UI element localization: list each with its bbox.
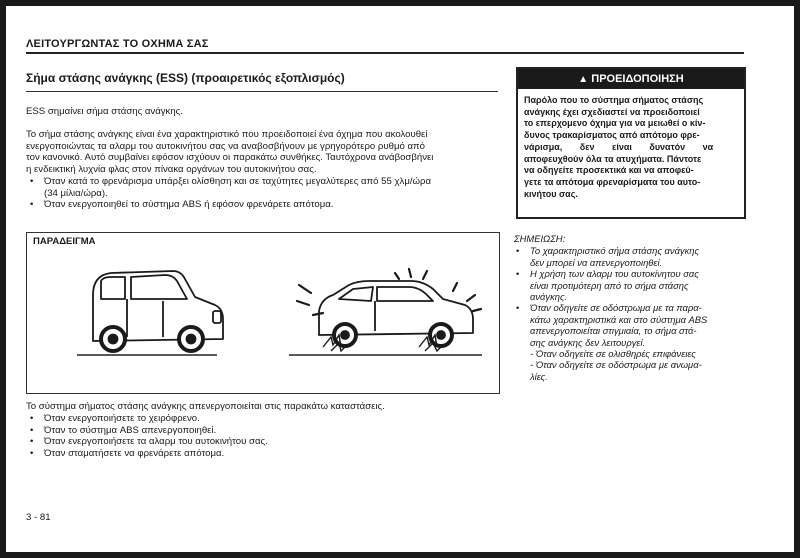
list-item: • Όταν ενεργοποιήσετε τα αλαρμ του αυτοκινήτου σας. [26,436,502,448]
deactivate-list [26,413,502,459]
conditions-list [26,176,502,211]
note-sub-item: - Όταν οδηγείτε σε ολισθηρές επιφάνειες [530,348,696,360]
note-list [514,245,746,348]
warning-body: Παρόλο που το σύστημα σήματος στάσης ανάγκης έχει σχεδιαστεί να προειδοποιεί το επερχομενο όχημα για να μειωθεί ο κίν- δυνος τρακαρίσματος από απότομο φρε- νάρισμα, δεν είναι δυνατόν να αποφευχθούν όλα τα ατυχήματα. Πάντοτε να οδηγείτε προσεκτικά και να αποφεύ- γετε τα απότομα φρεναρίσματα του αυτο- κινήτου σας. [524,95,714,199]
list-item: • Όταν το σύστημα ABS απενεργοποιηθεί. [26,425,502,437]
description-line: η ενδεικτική λυχνία φλας στον πίνακα οργάνων του αυτοκινήτου σας. [26,163,317,175]
deactivate-intro: Το σύστημα σήματος στάσης ανάγκης απενεργοποιείται στις παρακάτω καταστάσεις. [26,401,385,412]
description-line: ενεργοποιώντας τα αλαρμ του αυτοκινήτου σας να αναβοσβήνουν με γρηγορότερο ρυθμό από [26,140,426,152]
section-title: Σήμα στάσης ανάγκης (ESS) (προαιρετικός εξοπλισμός) [26,71,345,85]
braking-car-illustration [319,281,473,346]
list-item: • Όταν σταματήσετε να φρενάρετε απότομα. [26,448,502,460]
example-label: ΠΑΡΑΔΕΙΓΜΑ [33,236,96,247]
intro-text: ESS σημαίνει σήμα στάσης ανάγκης. [26,106,183,117]
note-title: ΣΗΜΕΙΩΣΗ: [514,233,566,244]
description-line: τον κανονικό. Αυτό συμβαίνει εφόσον ισχύουν οι παρακάτω συνθήκες. Ταυτόχρονα ανάβοσβήνει [26,152,434,164]
list-item: • Όταν κατά το φρενάρισμα υπάρξει ολίσθηση και σε ταχύτητες μεγαλύτερες από 55 χλμ/ώρα (34 μίλια/ώρα). [26,176,502,199]
list-item: • Όταν ενεργοποιήσετε το χειρόφρενο. [26,413,502,425]
warning-triangle-icon: ▲ [578,74,589,85]
description-line: Το σήμα στάσης ανάγκης είναι ένα χαρακτηριστικό που προειδοποιεί ένα όχημα που ακολουθεί [26,129,428,140]
warning-box [516,67,746,219]
note-sub-item: - Όταν οδηγείτε σε οδόστρωμα με ανωμα- λίες. [530,359,702,382]
list-item: • Όταν ενεργοποιηθεί το σύστημα ABS ή εφόσον φρενάρετε απότομα. [26,199,502,211]
page-number: 3 - 81 [26,512,51,523]
header-rule [26,52,744,54]
list-item: • Η χρήση των αλαρμ του αυτοκίνητου σας είναι προτιμότερη από το σήμα στάσης ανάγκης. [514,268,746,302]
list-item: • Όταν οδηγείτε σε οδόστρωμα με τα παρα- κάτω χαρακτηριστικά και στο σύστημα ABS απενεργοποιείται στιγμιαία, το σήμα στά- σης ανάγκης δεν λειτουργεί. [514,302,746,348]
example-box [26,232,500,394]
section-rule [26,91,498,92]
warning-title: ▲ ΠΡΟΕΙΔΟΠΟΙΗΣΗ [518,69,744,89]
following-car-illustration [93,271,223,351]
list-item: • Το χαρακτηριστικό σήμα στάσης ανάγκης δεν μπορεί να απενεργοποιηθεί. [514,245,746,268]
description [26,129,502,175]
note-section [514,233,746,382]
example-illustration [27,233,499,393]
page-header: ΛΕΙΤΟΥΡΓΩΝΤΑΣ ΤΟ ΟΧΗΜΑ ΣΑΣ [26,38,209,50]
